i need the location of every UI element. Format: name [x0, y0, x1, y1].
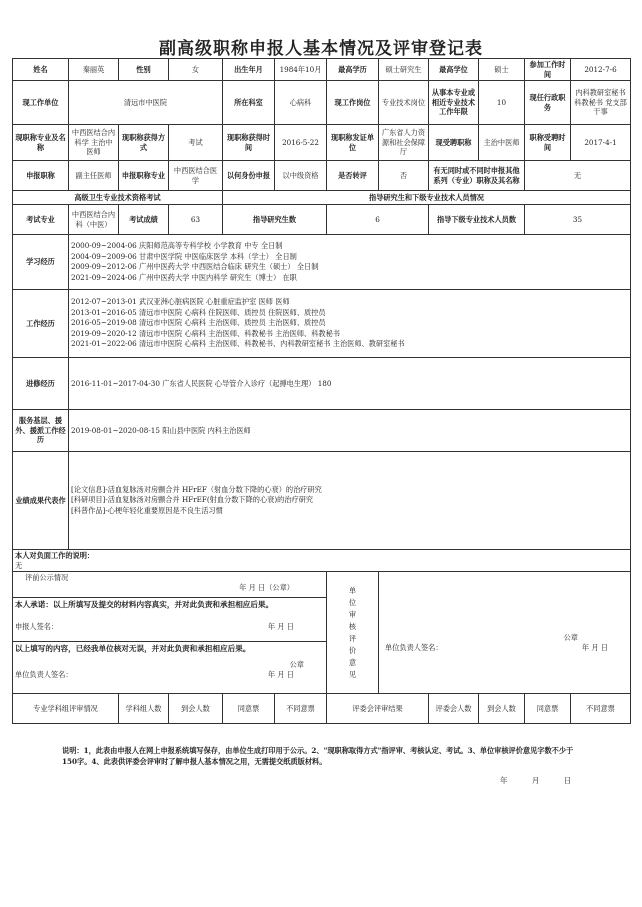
- grad-count-value: 6: [327, 205, 429, 235]
- review-stats-row: [13, 694, 631, 724]
- post-label: 现工作岗位: [327, 81, 379, 125]
- work-item: 2013-01~2016-05 清远市中医院 心病科 住院医师、质控员 住院医师、质控员: [71, 307, 326, 317]
- work-label: 工作经历: [13, 290, 69, 358]
- work-unit-row: [13, 81, 631, 125]
- degree-value: 硕士: [479, 59, 525, 81]
- registration-form: [12, 58, 630, 724]
- achievements-list: [69, 452, 631, 550]
- years-label: 从事本专业或相近专业技术工作年限: [429, 81, 479, 125]
- issuer-label: 现职称发证单位: [327, 125, 379, 161]
- issuer-value: 广东省人力资源和社会保障厅: [379, 125, 429, 161]
- right-seal: 公章: [563, 633, 578, 642]
- junior-count-label: 指导下级专业技术人员数: [429, 205, 525, 235]
- other-series-value: 无: [525, 161, 631, 191]
- basic-info-row: [13, 59, 631, 81]
- current-title-row: [13, 125, 631, 161]
- name-value: 秦丽英: [69, 59, 119, 81]
- title-label: 现职称专业及名称: [13, 125, 69, 161]
- training-label: 进修经历: [13, 358, 69, 410]
- pledge-cell: [13, 598, 327, 642]
- expert-review-label: 专业学科组评审情况: [13, 694, 119, 724]
- unit-review-side-label: [327, 572, 379, 694]
- study-item: 2009-09~2012-06 广州中医药大学 中西医结合临床 研究生（硕士） 全日制: [71, 262, 319, 271]
- hire-value: 主治中医师: [479, 125, 525, 161]
- committee-col-disagree: 不同意票: [571, 694, 631, 724]
- publicity-label: 评前公示情况: [25, 573, 69, 582]
- education-value: 硕士研究生: [379, 59, 429, 81]
- admin-label: 现任行政职务: [525, 81, 571, 125]
- committee-col-agree: 同意票: [525, 694, 571, 724]
- form-table: [12, 58, 631, 724]
- study-list: [69, 235, 631, 290]
- apply-label: 申报职称: [13, 161, 69, 191]
- work-item: 2019-09~2020-12 清远市中医院 心病科 主治医师、科教秘书 主治医师、科教秘书: [71, 328, 340, 338]
- identity-label: 以何身份申报: [223, 161, 275, 191]
- apply-value: 副主任医师: [69, 161, 119, 191]
- obtain-time-label: 现职称获得时间: [223, 125, 275, 161]
- gender-value: 女: [169, 59, 223, 81]
- exam-section-header: 高级卫生专业技术资格考试: [13, 191, 223, 205]
- years-value: 10: [479, 81, 525, 125]
- achievement-item: [科普作品]-心梗年轻化重要原因是不良生活习惯: [71, 505, 223, 515]
- service-label: 服务基层、援外、援派工作经历: [13, 410, 69, 452]
- unit-check-cell: [13, 642, 327, 694]
- expert-col-agree: 同意票: [223, 694, 275, 724]
- pledge-text: 本人承诺：以上所填写及提交的材料内容真实，并对此负责和承担相应后果。: [15, 600, 274, 609]
- committee-col-members: 评委会人数: [429, 694, 479, 724]
- unit-check-seal: 公章: [289, 660, 304, 669]
- exam-spec-label: 考试专业: [13, 205, 69, 235]
- birth-value: 1984年10月: [275, 59, 327, 81]
- hire-label: 现受聘职称: [429, 125, 479, 161]
- achievements-label: 业绩成果代表作: [13, 452, 69, 550]
- unit-review-side-text: 单位审核评价意见: [348, 585, 357, 679]
- pledge-date: 年 月 日: [267, 622, 294, 631]
- transfer-value: 否: [379, 161, 429, 191]
- gender-label: 性别: [119, 59, 169, 81]
- negative-row: [13, 550, 631, 572]
- grad-count-label: 指导研究生数: [223, 205, 327, 235]
- committee-col-present: 到会人数: [479, 694, 525, 724]
- right-sign: [381, 643, 628, 653]
- education-label: 最高学历: [327, 59, 379, 81]
- committee-review-label: 评委会评审结果: [327, 694, 429, 724]
- expert-col-present: 到会人数: [169, 694, 223, 724]
- negative-value: 无: [15, 560, 23, 570]
- publicity-cell: [13, 572, 327, 598]
- footnote: 说明：1，此表由申报人在网上申报系统填写保存，由单位生成打印用于公示。2、"现职称取得方式"指评审、考核认定、考试。3、单位审核评价意见字数不少于150字。4、此表供评委会评审时了解申报人基本情况之用，无需提交纸质版材料。: [62, 746, 574, 766]
- work-item: 2016-05~2019-08 清远市中医院 心病科 主治医师、质控员 主治医师、质控员: [71, 318, 326, 328]
- name-label: 姓名: [13, 59, 69, 81]
- exam-score-value: 63: [169, 205, 223, 235]
- work-start-value: 2012-7-6: [571, 59, 631, 81]
- footer-date: 年 月 日: [500, 776, 572, 785]
- identity-value: 以中级资格: [275, 161, 327, 191]
- training-row: [13, 358, 631, 410]
- expert-col-disagree: 不同意票: [275, 694, 327, 724]
- achievement-item: [科研项目]-活血复脉汤对房颤合并 HFrEF(射血分数下降的心衰)的治疗研究: [71, 495, 314, 505]
- achievements-row: [13, 452, 631, 550]
- pledge-sign-line: [15, 622, 324, 632]
- negative-cell: [13, 550, 631, 572]
- negative-label: 本人对负面工作的说明：: [15, 551, 95, 560]
- expert-col-members: 学科组人数: [119, 694, 169, 724]
- publicity-date: 年 月 日（公章）: [239, 582, 294, 592]
- achievement-item: [论文信息]-活血复脉汤对房颤合并 HFrEF（射血分数下降的心衰）的治疗研究: [71, 484, 322, 494]
- unit-check-date: 年 月 日: [267, 669, 294, 679]
- unit-label: 现工作单位: [13, 81, 69, 125]
- obtain-time-value: 2016-5-22: [275, 125, 327, 161]
- obtain-label: 现职称获得方式: [119, 125, 169, 161]
- unit-check-text: 以上填写的内容，已经我单位核对无误，并对此负责和承担相应后果。: [15, 644, 251, 653]
- unit-review-right: [379, 572, 631, 694]
- other-series-label: 有无同时或不同时申报其他系列（专业）职称及其名称: [429, 161, 525, 191]
- pledge-sign-label: 申报人签名：: [15, 622, 59, 631]
- transfer-label: 是否转评: [327, 161, 379, 191]
- work-start-label: 参加工作时间: [525, 59, 571, 81]
- junior-count-value: 35: [525, 205, 631, 235]
- study-row: [13, 235, 631, 290]
- dept-value: 心病科: [275, 81, 327, 125]
- unit-check-sign-line: [15, 670, 324, 680]
- post-value: 专业技术岗位: [379, 81, 429, 125]
- title-value: 中西医结合内科学 主治中医师: [69, 125, 119, 161]
- unit-check-sign-label: 单位负责人签名：: [15, 669, 73, 679]
- hire-time-value: 2017-4-1: [571, 125, 631, 161]
- service-row: [13, 410, 631, 452]
- unit-value: 清远市中医院: [69, 81, 223, 125]
- work-list: [69, 290, 631, 358]
- application-row: [13, 161, 631, 191]
- right-date: 年 月 日: [581, 642, 608, 652]
- birth-label: 出生年月: [223, 59, 275, 81]
- study-item: 2004-09~2009-06 甘肃中医学院 中医临床医学 本科（学士） 全日制: [71, 251, 297, 261]
- work-item: 2012-07~2013-01 武汉亚洲心脏病医院 心脏重症监护室 医师 医师: [71, 297, 290, 307]
- hire-time-label: 职称受聘时间: [525, 125, 571, 161]
- form-title: 副高级职称申报人基本情况及评审登记表: [159, 39, 483, 59]
- right-sign-label: 单位负责人签名：: [385, 642, 443, 652]
- tutor-section-header: 指导研究生和下级专业技术人员情况: [223, 191, 631, 205]
- study-item: 2021-09~2024-06 广州中医药大学 中医内科学 研究生（博士） 在职: [71, 272, 297, 282]
- work-item: 2021-01~2022-06 清远市中医院 心病科 主治医师、科教秘书、内科教研室秘书 主治医师、教研室秘书: [71, 339, 405, 349]
- exam-tutor-row: [13, 205, 631, 235]
- section-header-row: [13, 191, 631, 205]
- dept-label: 所在科室: [223, 81, 275, 125]
- obtain-value: 考试: [169, 125, 223, 161]
- exam-spec-value: 中西医结合内科（中医）: [69, 205, 119, 235]
- exam-score-label: 考试成绩: [119, 205, 169, 235]
- training-value: 2016-11-01~2017-04-30 广东省人民医院 心导管介入诊疗（起搏电生理） 180: [69, 358, 631, 410]
- admin-value: 内科教研室秘书 科教秘书 党支部干事: [571, 81, 631, 125]
- service-value: 2019-08-01~2020-08-15 阳山县中医院 内科主治医师: [69, 410, 631, 452]
- apply-spec-label: 申报职称专业: [119, 161, 169, 191]
- apply-spec-value: 中西医结合医学: [169, 161, 223, 191]
- degree-label: 最高学位: [429, 59, 479, 81]
- study-item: 2000-09~2004-06 庆阳师范高等专科学校 小学教育 中专 全日制: [71, 241, 283, 250]
- study-label: 学习经历: [13, 235, 69, 290]
- publicity-row: [13, 572, 631, 598]
- work-row: [13, 290, 631, 358]
